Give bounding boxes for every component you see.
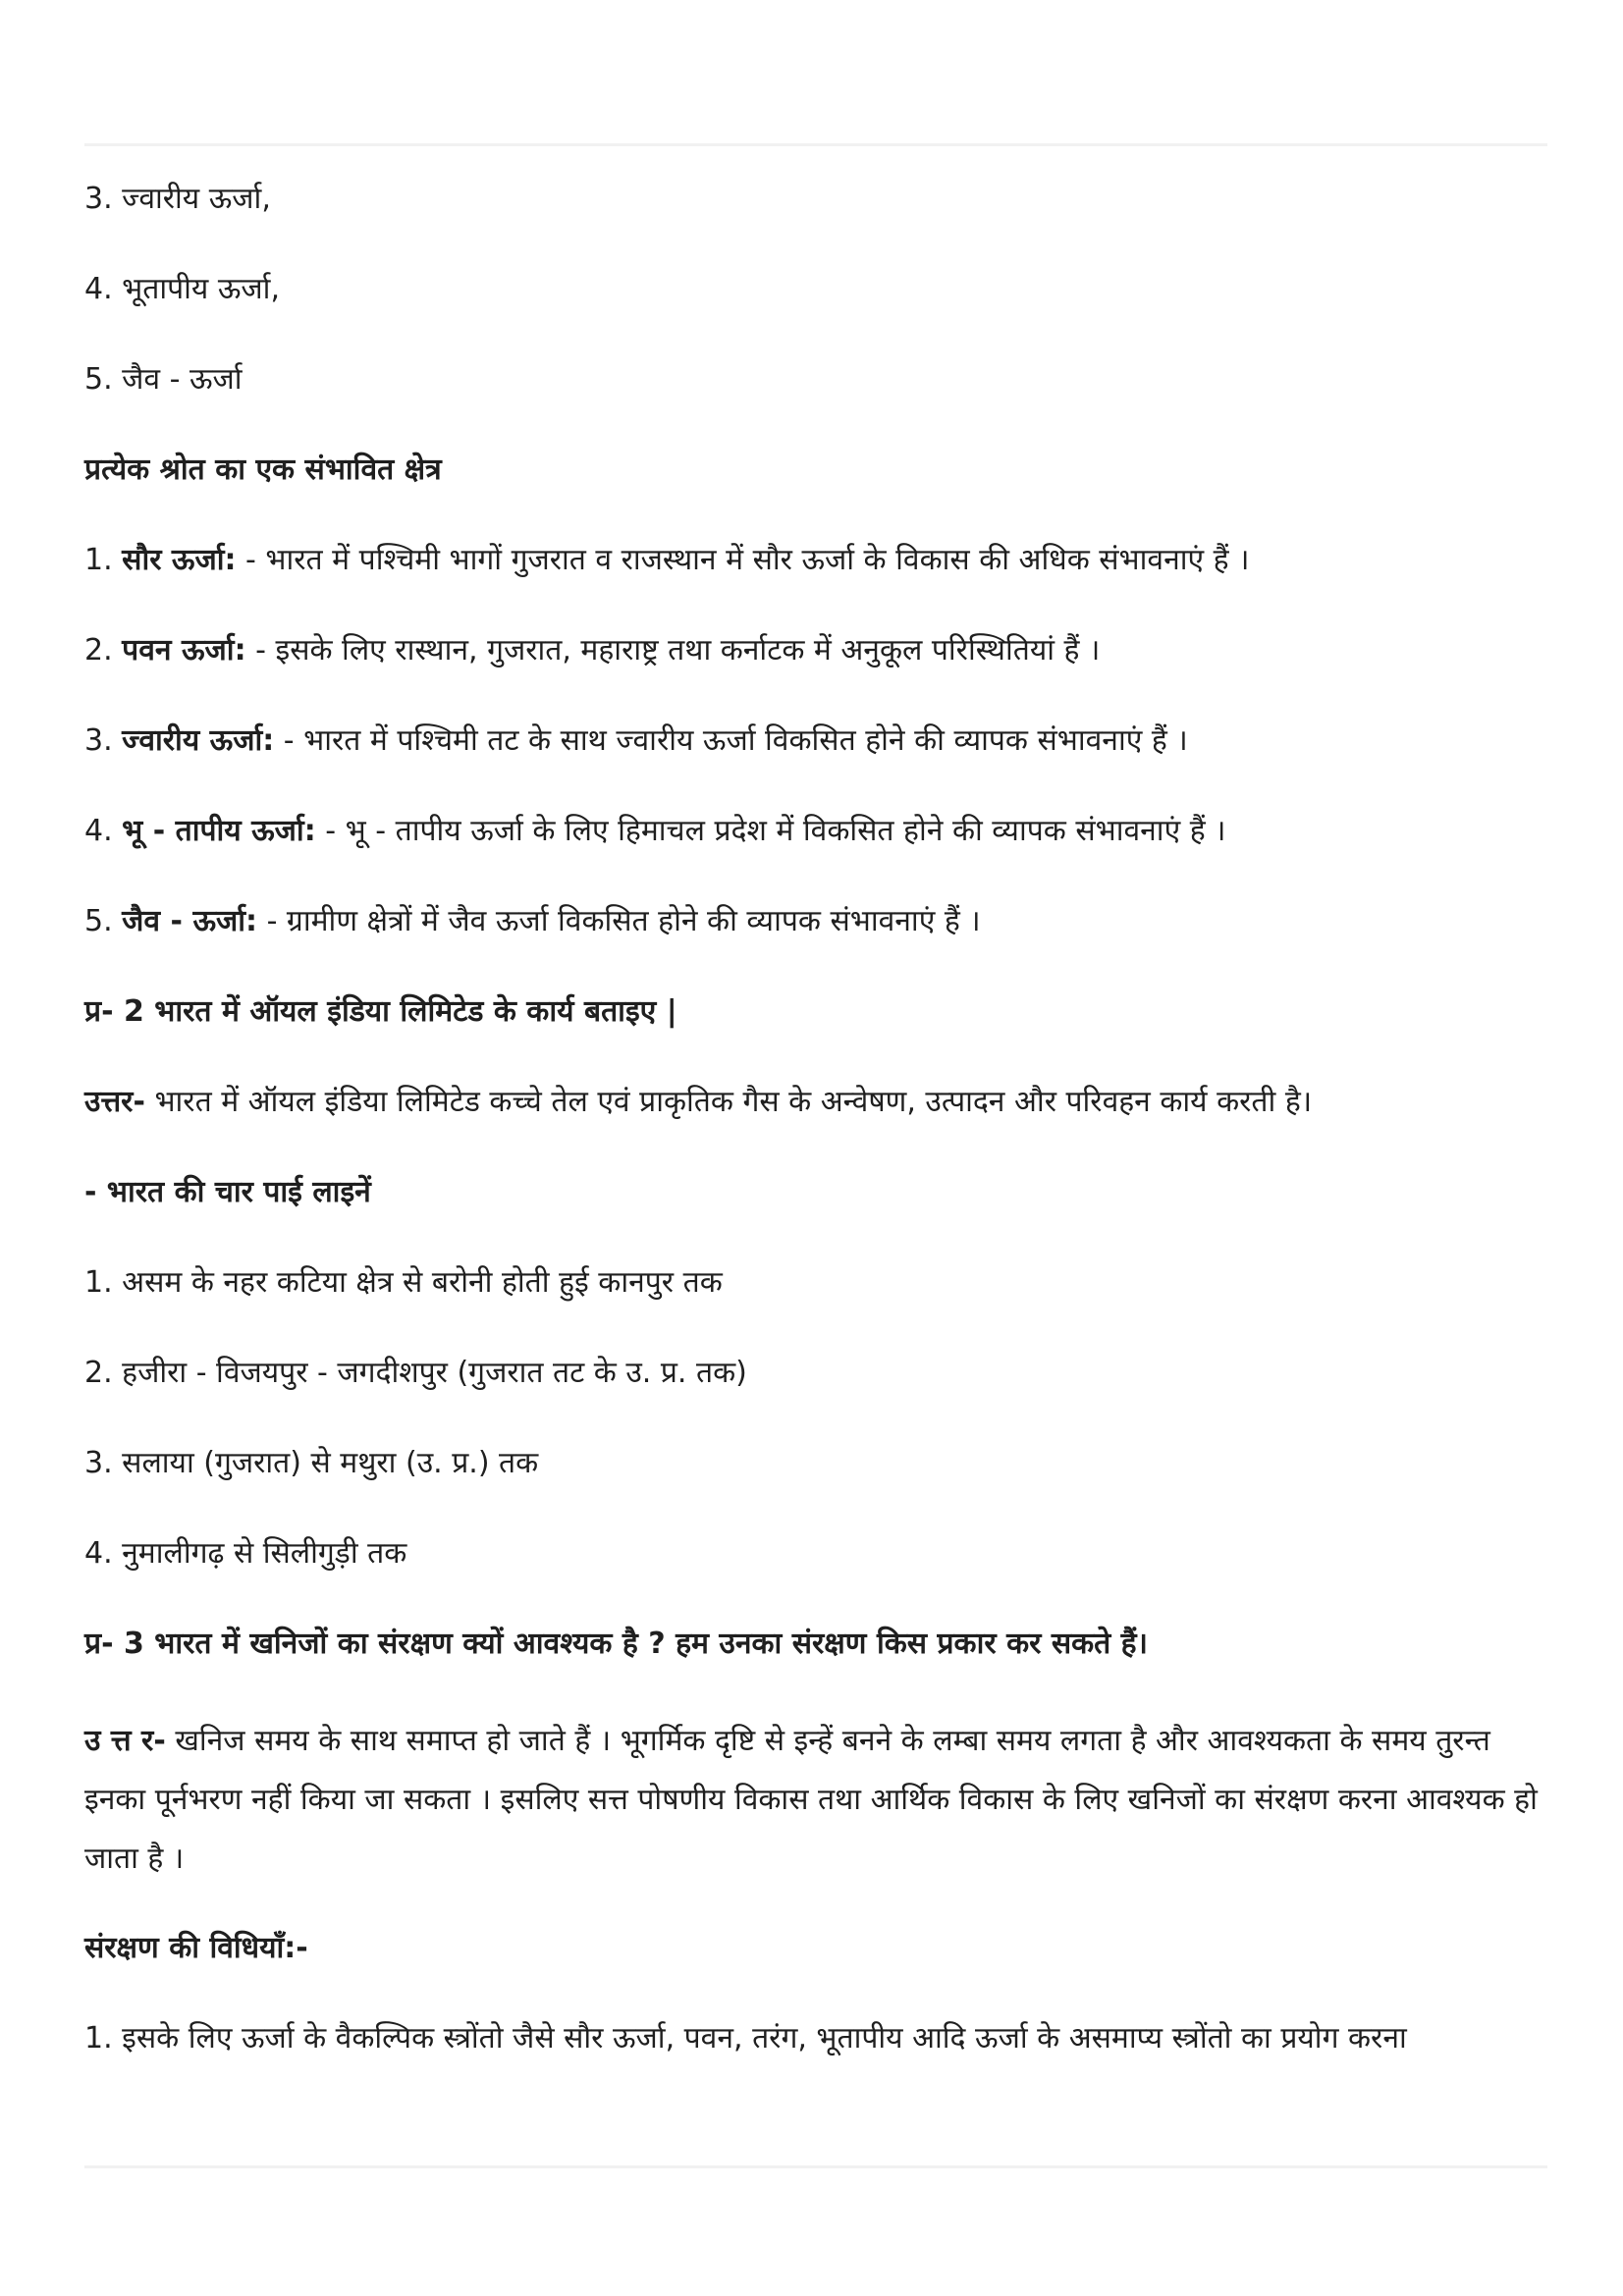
item-term: सौर ऊर्जा: bbox=[122, 543, 237, 577]
item-term: ज्वारीय ऊर्जा: bbox=[122, 723, 275, 758]
answer-text: खनिज समय के साथ समाप्त हो जाते हैं । भूगर्मिक दृष्टि से इन्हें बनने के लम्बा समय लगता है और आवश्यकता के समय तुरन्त इनका पूर्नभरण नहीं किया जा सकता । इसलिए सत्त पोषणीय विकास तथा आर्थिक विकास के लिए खनिजों का संरक्षण करना आवश्यक हो जाता है । bbox=[84, 1724, 1538, 1876]
item-text: - भू - तापीय ऊर्जा के लिए हिमाचल प्रदेश में विकसित होने की व्यापक संभावनाएं हैं । bbox=[315, 814, 1226, 848]
item-number: 4. bbox=[84, 814, 113, 848]
item-number: 3. bbox=[84, 723, 113, 758]
list-item: 4. नुमालीगढ़ से सिलीगुड़ी तक bbox=[84, 1536, 407, 1571]
list-item: 1. असम के नहर कटिया क्षेत्र से बरोनी होती हुई कानपुर तक bbox=[84, 1265, 723, 1300]
document-body bbox=[84, 177, 1547, 2107]
item-text: - ग्रामीण क्षेत्रों में जैव ऊर्जा विकसित होने की व्यापक संभावनाएं हैं । bbox=[257, 904, 981, 938]
answer-text: भारत में ऑयल इंडिया लिमिटेड कच्चे तेल एवं प्राकृतिक गैस के अन्वेषण, उत्पादन और परिवहन कार्य करती है। bbox=[144, 1085, 1313, 1119]
answer-label: उत्तर- bbox=[84, 1085, 145, 1119]
item-text: इसके लिए ऊर्जा के वैकल्पिक स्त्रोंतो जैसे सौर ऊर्जा, पवन, तरंग, भूतापीय आदि ऊर्जा के असमाप्य स्त्रोंतो का प्रयोग करना bbox=[112, 2021, 1407, 2056]
bottom-divider bbox=[84, 2165, 1547, 2168]
list-item: 2. हजीरा - विजयपुर - जगदीशपुर (गुजरात तट के उ. प्र. तक) bbox=[84, 1356, 747, 1390]
question-heading: प्र- 2 भारत में ऑयल इंडिया लिमिटेड के कार्य बताइए | bbox=[84, 994, 677, 1029]
item-number: 5. bbox=[84, 904, 113, 938]
top-divider bbox=[84, 143, 1547, 146]
section-heading: प्रत्येक श्रोत का एक संभावित क्षेत्र bbox=[84, 453, 442, 487]
item-text: - इसके लिए रास्थान, गुजरात, महाराष्ट्र तथा कर्नाटक में अनुकूल परिस्थितियां हैं । bbox=[245, 633, 1101, 667]
list-item bbox=[84, 628, 1547, 673]
answer-label: उ त्त र- bbox=[84, 1724, 166, 1758]
list-item bbox=[84, 538, 1547, 583]
list-item: 3. ज्वारीय ऊर्जा, bbox=[84, 182, 271, 216]
item-term: जैव - ऊर्जा: bbox=[122, 904, 258, 938]
section-heading: - भारत की चार पाई लाइनें bbox=[84, 1175, 371, 1209]
list-item bbox=[84, 2016, 1547, 2061]
item-text: - भारत में पश्चिमी तट के साथ ज्वारीय ऊर्जा विकसित होने की व्यापक संभावनाएं हैं । bbox=[274, 723, 1188, 758]
answer-paragraph bbox=[84, 1080, 1547, 1125]
item-number: 1. bbox=[84, 543, 113, 577]
item-text: - भारत में पश्चिमी भागों गुजरात व राजस्थान में सौर ऊर्जा के विकास की अधिक संभावनाएं हैं । bbox=[236, 543, 1250, 577]
list-item: 5. जैव - ऊर्जा bbox=[84, 362, 243, 397]
list-item bbox=[84, 809, 1547, 854]
item-term: भू - तापीय ऊर्जा: bbox=[122, 814, 316, 848]
item-term: पवन ऊर्जा: bbox=[122, 633, 246, 667]
answer-paragraph bbox=[84, 1712, 1547, 1889]
list-item: 4. भूतापीय ऊर्जा, bbox=[84, 272, 280, 306]
item-number: 2. bbox=[84, 633, 113, 667]
list-item bbox=[84, 899, 1547, 944]
question-heading: प्र- 3 भारत में खनिजों का संरक्षण क्यों आवश्यक है ? हम उनका संरक्षण किस प्रकार कर सकते हैं। bbox=[84, 1627, 1148, 1661]
list-item: 3. सलाया (गुजरात) से मथुरा (उ. प्र.) तक bbox=[84, 1446, 539, 1480]
section-heading: संरक्षण की विधियाँ:- bbox=[84, 1931, 308, 1965]
list-item bbox=[84, 719, 1547, 764]
item-number: 1. bbox=[84, 2021, 113, 2056]
